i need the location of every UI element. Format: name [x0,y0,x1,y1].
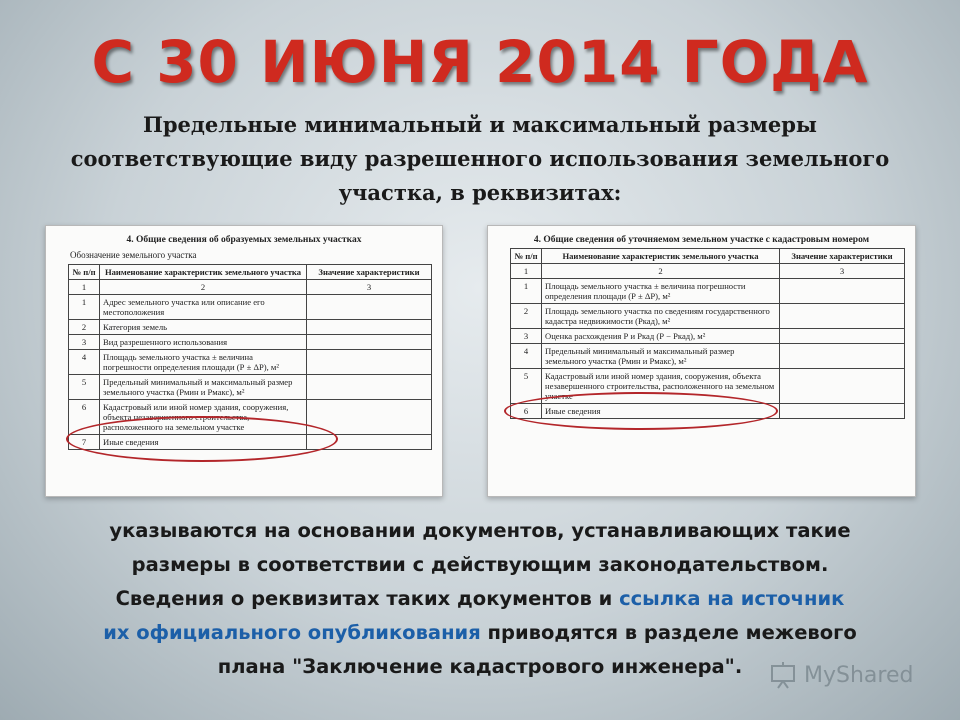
row-number: 7 [69,435,100,450]
body-text-span: приводятся в разделе межевого [480,621,857,644]
column-header: Значение характеристики [780,249,905,264]
column-header: № п/п [511,249,542,264]
table-index-row [511,264,905,279]
row-number: 1 [511,279,542,304]
table-cell: 3 [307,280,432,295]
source-link-part-2[interactable]: их официального опубликования [103,621,481,644]
row-name: Предельный минимальный и максимальный размер земельного участка (Рмин и Рмакс), м² [100,375,307,400]
body-line: указываются на основании документов, устанавливающих такие [109,519,851,542]
row-number: 3 [511,329,542,344]
slide-title: С 30 ИЮНЯ 2014 ГОДА [91,28,869,96]
table-row [511,304,905,329]
form-image-left [45,225,443,497]
body-line: размеры в соответствии с действующим законодательством. [131,553,829,576]
row-number: 6 [511,404,542,419]
row-value [307,350,432,375]
table-row [511,344,905,369]
body-text-span: Сведения о реквизитах таких документов и [115,587,620,610]
table-row [69,295,432,320]
form-image-right [487,225,916,497]
form-left-heading: 4. Общие сведения об образуемых земельных участках [126,235,362,245]
row-value [780,279,905,304]
source-link-part-1[interactable]: ссылка на источник [619,587,845,610]
table-cell: 1 [511,264,542,279]
form-right-heading: 4. Общие сведения об уточняемом земельном участке с кадастровым номером [533,235,870,245]
row-name: Иные сведения [542,404,780,419]
row-number: 5 [69,375,100,400]
row-number: 6 [69,400,100,435]
presentation-board-icon [768,660,798,690]
row-name: Площадь земельного участка ± величина погрешности определения площади (Р ± ΔР), м² [100,350,307,375]
form-right-table [510,248,905,419]
row-value [780,329,905,344]
row-name: Вид разрешенного использования [100,335,307,350]
watermark-text: MyShared [804,662,914,688]
table-index-row [69,280,432,295]
row-number: 4 [69,350,100,375]
table-header-row [511,249,905,264]
row-name: Площадь земельного участка по сведениям государственного кадастра недвижимости (Ркад), м² [542,304,780,329]
column-header: Наименование характеристик земельного участка [100,265,307,280]
table-row [511,279,905,304]
row-value [307,295,432,320]
table-row [511,329,905,344]
table-cell: 2 [542,264,780,279]
column-header: № п/п [69,265,100,280]
table-row [69,375,432,400]
row-number: 1 [69,295,100,320]
highlight-oval [66,416,338,462]
highlight-oval [504,392,778,430]
row-name: Иные сведения [100,435,307,450]
column-header: Наименование характеристик земельного участка [542,249,780,264]
row-number: 3 [69,335,100,350]
row-number: 5 [511,369,542,404]
row-name: Кадастровый или иной номер здания, сооружения, объекта незавершенного строительства, расположенного на земельном участке [100,400,307,435]
row-name: Площадь земельного участка ± величина погрешности определения площади (Р ± ΔР), м² [542,279,780,304]
table-row [69,350,432,375]
row-name: Кадастровый или иной номер здания, сооружения, объекта незавершенного строительства, расположенного на земельном участке [542,369,780,404]
table-header-row [69,265,432,280]
table-cell: 2 [100,280,307,295]
row-value [780,404,905,419]
row-name: Адрес земельного участка или описание его местоположения [100,295,307,320]
body-line [40,582,920,616]
body-line: плана "Заключение кадастрового инженера". [217,655,743,678]
column-header: Значение характеристики [307,265,432,280]
row-name: Оценка расхождения Р и Ркад (Р − Ркад), м² [542,329,780,344]
table-row [69,320,432,335]
row-value [307,320,432,335]
row-value [780,344,905,369]
row-number: 4 [511,344,542,369]
row-value [780,304,905,329]
row-number: 2 [511,304,542,329]
row-number: 2 [69,320,100,335]
watermark [768,658,913,692]
row-name: Категория земель [100,320,307,335]
table-row [69,335,432,350]
form-left-designation: Обозначение земельного участка [70,250,197,260]
row-value [780,369,905,404]
table-cell: 1 [69,280,100,295]
table-cell: 3 [780,264,905,279]
slide-subtitle: Предельные минимальный и максимальный размеры соответствующие виду разрешенного использования земельного участка, в реквизитах: [70,112,890,205]
row-name: Предельный минимальный и максимальный размер земельного участка (Рмин и Рмакс), м² [542,344,780,369]
row-value [307,375,432,400]
row-value [307,335,432,350]
body-line [40,616,920,650]
